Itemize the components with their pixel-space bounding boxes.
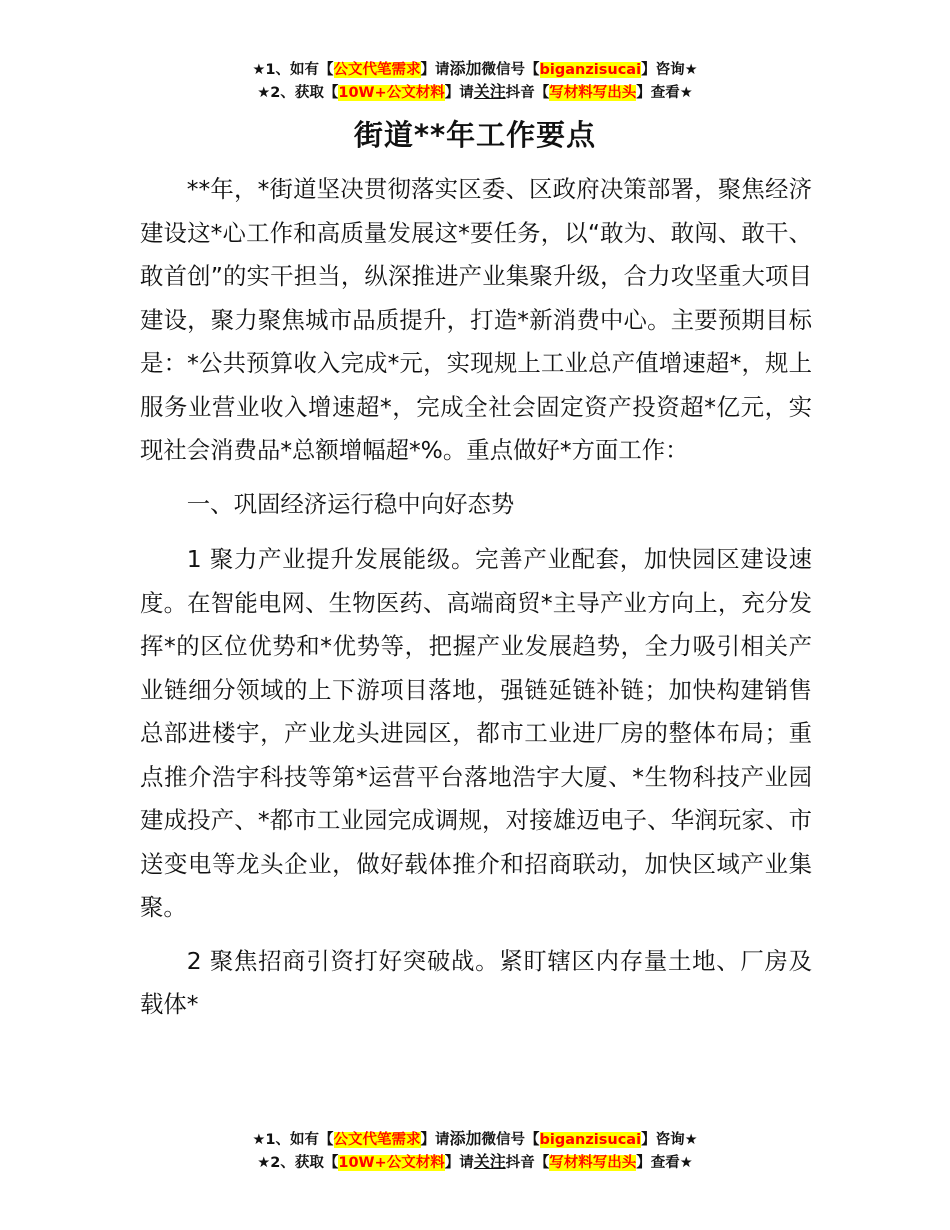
paragraph-item-2: 2 聚焦招商引资打好突破战。紧盯辖区内存量土地、厂房及载体* — [140, 946, 812, 1018]
highlight-service: 公文代笔需求 — [333, 62, 421, 78]
banner-line-2 — [0, 81, 950, 104]
banner-text: 】查看★ — [636, 85, 693, 101]
banner-emphasis: 关注 — [473, 1152, 506, 1171]
banner-line-1 — [0, 1128, 950, 1151]
banner-text: 微信号【 — [481, 1132, 540, 1148]
highlight-douyin-id: 写材料写出头 — [549, 85, 637, 101]
banner-text: 抖音【 — [505, 1155, 550, 1171]
banner-text: ★2、获取【 — [257, 85, 339, 101]
banner-emphasis: 关注 — [473, 82, 506, 101]
banner-line-2 — [0, 1151, 950, 1174]
banner-text: 】咨询★ — [641, 1132, 698, 1148]
banner-text: 】请 — [420, 62, 450, 78]
document-body — [140, 168, 812, 1037]
highlight-materials: 10W+公文材料 — [338, 1155, 445, 1171]
document-title: 街道**年工作要点 — [353, 118, 597, 152]
banner-text: 】请 — [444, 85, 474, 101]
footer-banner — [0, 1128, 950, 1174]
banner-text: 】咨询★ — [641, 62, 698, 78]
banner-text: 】请 — [420, 1132, 450, 1148]
highlight-service: 公文代笔需求 — [333, 1132, 421, 1148]
banner-text: 】请 — [444, 1155, 474, 1171]
highlight-wechat-id: biganzisucai — [539, 62, 642, 78]
banner-text: ★1、如有【 — [252, 1132, 334, 1148]
banner-text: 】查看★ — [636, 1155, 693, 1171]
highlight-wechat-id: biganzisucai — [539, 1132, 642, 1148]
banner-text: 抖音【 — [505, 85, 550, 101]
header-banner — [0, 58, 950, 104]
banner-emphasis: 添加 — [449, 59, 482, 78]
highlight-douyin-id: 写材料写出头 — [549, 1155, 637, 1171]
banner-line-1 — [0, 58, 950, 81]
banner-text: 微信号【 — [481, 62, 540, 78]
banner-text: ★1、如有【 — [252, 62, 334, 78]
highlight-materials: 10W+公文材料 — [338, 85, 445, 101]
paragraph-item-1: 1 聚力产业提升发展能级。完善产业配套，加快园区建设速度。在智能电网、生物医药、高端商贸*主导产业方向上，充分发挥*的区位优势和*优势等，把握产业发展趋势，全力吸引相关产业链细分领域的上下游项目落地，强链延链补链；加快构建销售总部进楼宇，产业龙头进园区，都市工业进厂房的整体布局；重点推介浩宇科技等第*运营平台落地浩宇大厦、*生物科技产业园建成投产、*都市工业园完成调规，对接雄迈电子、华润玩家、市送变电等龙头企业，做好载体推介和招商联动，加快区域产业集聚。 — [140, 545, 812, 921]
banner-text: ★2、获取【 — [257, 1155, 339, 1171]
section-heading: 一、巩固经济运行稳中向好态势 — [186, 489, 515, 518]
paragraph-intro: **年，*街道坚决贯彻落实区委、区政府决策部署，聚焦经济建设这*心工作和高质量发展这*要任务，以“敢为、敢闯、敢干、敢首创”的实干担当，纵深推进产业集聚升级，合力攻坚重大项目建设，聚力聚焦城市品质提升，打造*新消费中心。主要预期目标是：*公共预算收入完成*元，实现规上工业总产值增速超*，规上服务业营业收入增速超*，完成全社会固定资产投资超*亿元，实现社会消费品*总额增幅超*%。重点做好*方面工作： — [140, 175, 812, 464]
banner-emphasis: 添加 — [449, 1129, 482, 1148]
